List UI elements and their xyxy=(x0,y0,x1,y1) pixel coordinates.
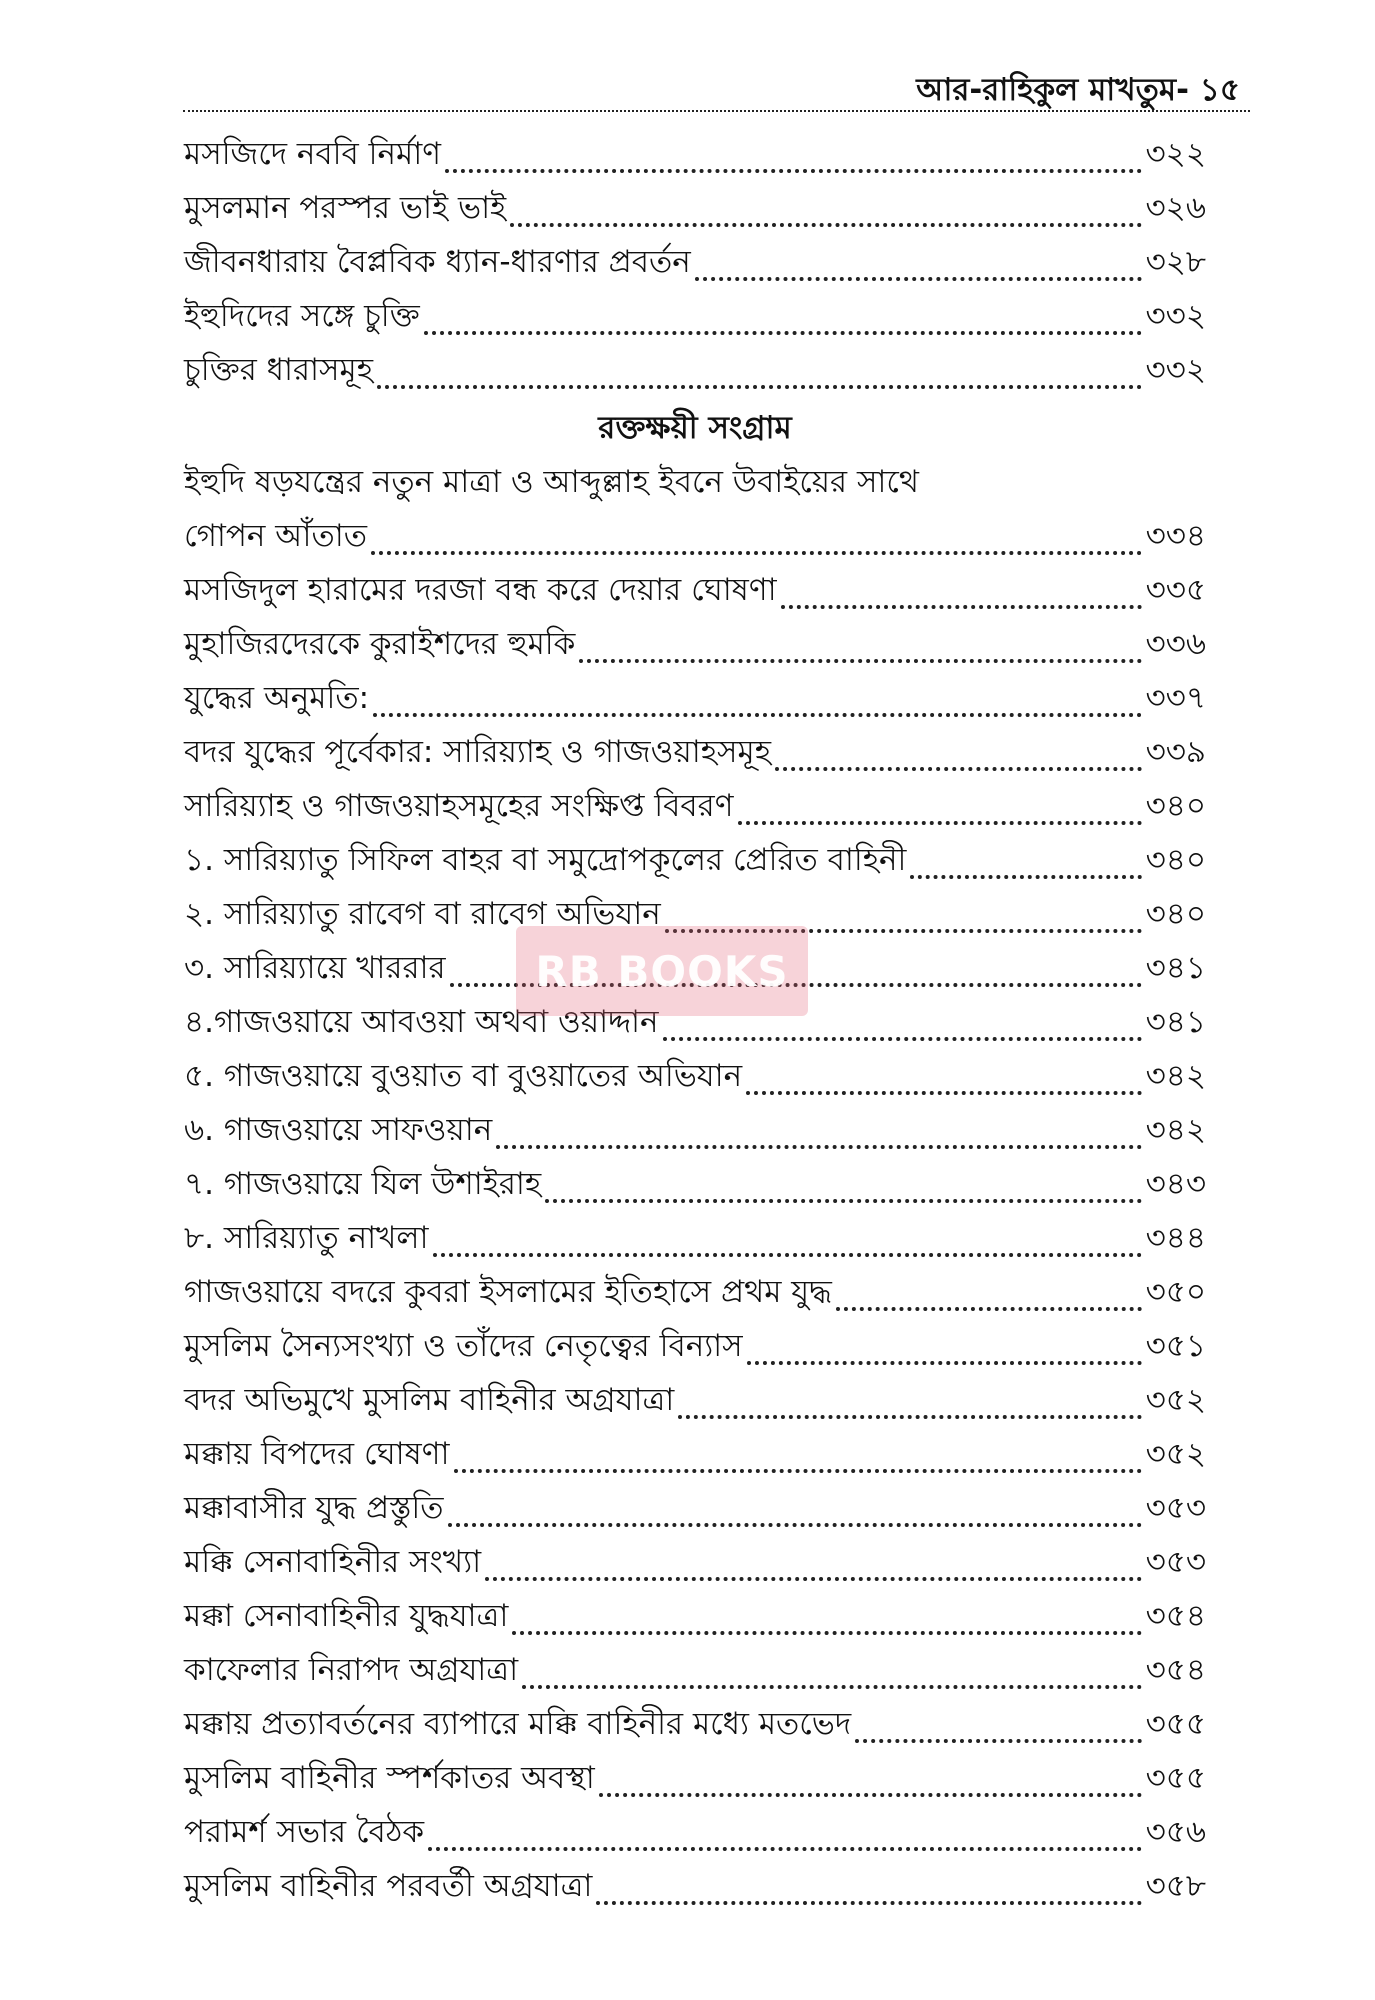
toc-entry-page: ৩৫৪ xyxy=(1145,1598,1206,1634)
toc-entry-page: ৩৫২ xyxy=(1145,1436,1206,1472)
toc-entry-title: সারিয়্যাহ ও গাজওয়াহসমূহের সংক্ষিপ্ত বিবরণ xyxy=(184,788,734,824)
toc-entry xyxy=(184,290,1206,344)
toc-entry-page: ৩৫৮ xyxy=(1145,1868,1206,1904)
dot-leader xyxy=(596,1901,1141,1905)
table-of-contents xyxy=(184,128,1206,1914)
toc-entry-title: মক্কা সেনাবাহিনীর যুদ্ধযাত্রা xyxy=(184,1598,509,1634)
toc-entry-page: ৩৪০ xyxy=(1145,788,1206,824)
toc-entry-page: ৩২৮ xyxy=(1145,244,1206,280)
toc-entry-page: ৩৩২ xyxy=(1145,298,1206,334)
toc-entry-title: যুদ্ধের অনুমতি: xyxy=(184,680,370,716)
toc-entry-title: ৩. সারিয়্যায়ে খাররার xyxy=(184,950,446,986)
toc-entry xyxy=(184,1266,1206,1320)
header-dotted-rule xyxy=(183,110,1250,112)
toc-entry-page: ৩৫২ xyxy=(1145,1382,1206,1418)
toc-entry-title: ৮. সারিয়্যাতু নাখলা xyxy=(184,1220,429,1256)
toc-entry xyxy=(184,344,1206,398)
toc-entry-page: ৩৫৩ xyxy=(1145,1490,1206,1526)
toc-entry-title: মুসলমান পরস্পর ভাই ভাই xyxy=(184,190,507,226)
toc-entry xyxy=(184,1698,1206,1752)
toc-entry-title: গাজওয়ায়ে বদরে কুবরা ইসলামের ইতিহাসে প্রথম যুদ্ধ xyxy=(184,1274,832,1310)
toc-entry-page: ৩৪৩ xyxy=(1145,1166,1206,1202)
dot-leader xyxy=(775,767,1142,771)
dot-leader xyxy=(678,1415,1141,1419)
toc-entry-title: জীবনধারায় বৈপ্লবিক ধ্যান-ধারণার প্রবর্তন xyxy=(184,244,691,280)
toc-entry-page: ৩৫৪ xyxy=(1145,1652,1206,1688)
dot-leader xyxy=(599,1793,1142,1797)
toc-entry-page: ৩৩৯ xyxy=(1145,734,1206,770)
toc-entry xyxy=(184,780,1206,834)
toc-group-1 xyxy=(184,128,1206,398)
toc-entry-title: মক্কাবাসীর যুদ্ধ প্রস্তুতি xyxy=(184,1490,444,1526)
dot-leader xyxy=(545,1199,1141,1203)
toc-entry-page: ৩৩৫ xyxy=(1145,572,1206,608)
toc-entry-line1 xyxy=(184,456,1206,510)
toc-entry xyxy=(184,510,1206,564)
dot-leader xyxy=(377,385,1142,389)
dot-leader xyxy=(424,331,1142,335)
toc-entry-title: মক্কায় প্রত্যাবর্তনের ব্যাপারে মক্কি বাহিনীর মধ্যে মতভেদ xyxy=(184,1706,852,1742)
toc-entry-title: মুসলিম বাহিনীর পরবর্তী অগ্রযাত্রা xyxy=(184,1868,593,1904)
toc-entry-page: ৩৪১ xyxy=(1145,1004,1206,1040)
toc-entry xyxy=(184,726,1206,780)
toc-entry-title: ৫. গাজওয়ায়ে বুওয়াত বা বুওয়াতের অভিযান xyxy=(184,1058,743,1094)
dot-leader xyxy=(371,551,1142,555)
toc-entry xyxy=(184,618,1206,672)
toc-entry-title: বদর যুদ্ধের পূর্বেকার: সারিয়্যাহ ও গাজওয়াহসমূহ xyxy=(184,734,771,770)
toc-group-2 xyxy=(184,564,1206,1914)
toc-entry xyxy=(184,1860,1206,1914)
dot-leader xyxy=(428,1847,1142,1851)
toc-entry xyxy=(184,1158,1206,1212)
toc-entry-page: ৩৩২ xyxy=(1145,352,1206,388)
dot-leader xyxy=(910,875,1141,879)
toc-entry xyxy=(184,672,1206,726)
toc-entry-page: ৩৩৭ xyxy=(1145,680,1206,716)
toc-entry-title: ইহুদিদের সঙ্গে চুক্তি xyxy=(184,298,420,334)
dot-leader xyxy=(485,1577,1141,1581)
toc-entry-page: ৩৪৪ xyxy=(1145,1220,1206,1256)
dot-leader xyxy=(781,605,1142,609)
toc-entry-page: ৩৫১ xyxy=(1145,1328,1206,1364)
toc-entry-title: ২. সারিয়্যাতু রাবেগ বা রাবেগ অভিযান xyxy=(184,896,661,932)
toc-entry-page: ৩২৬ xyxy=(1145,190,1206,226)
toc-entry-title: ৬. গাজওয়ায়ে সাফওয়ান xyxy=(184,1112,493,1148)
toc-entry-title: ৪.গাজওয়ায়ে আবওয়া অথবা ওয়াদ্দান xyxy=(184,1004,659,1040)
toc-entry-title: পরামর্শ সভার বৈঠক xyxy=(184,1814,425,1850)
toc-entry-page: ৩২২ xyxy=(1145,136,1206,172)
toc-entry-page: ৩৫৩ xyxy=(1145,1544,1206,1580)
toc-entry-title: মসজিদুল হারামের দরজা বন্ধ করে দেয়ার ঘোষণা xyxy=(184,572,777,608)
toc-entry xyxy=(184,1104,1206,1158)
toc-entry-title: মক্কি সেনাবাহিনীর সংখ্যা xyxy=(184,1544,482,1580)
toc-entry-page: ৩৫৫ xyxy=(1145,1760,1206,1796)
toc-entry xyxy=(184,1590,1206,1644)
toc-entry-page: ৩৫৫ xyxy=(1145,1706,1206,1742)
toc-entry xyxy=(184,1374,1206,1428)
dot-leader xyxy=(746,1091,1141,1095)
toc-entry-page: ৩৫৬ xyxy=(1145,1814,1206,1850)
dot-leader xyxy=(522,1685,1142,1689)
toc-entry xyxy=(184,1536,1206,1590)
dot-leader xyxy=(855,1739,1141,1743)
toc-entry-page: ৩৪০ xyxy=(1145,842,1206,878)
toc-entry-title: চুক্তির ধারাসমূহ xyxy=(184,352,374,388)
toc-entry-page: ৩৩৪ xyxy=(1145,518,1206,554)
toc-entry-title: কাফেলার নিরাপদ অগ্রযাত্রা xyxy=(184,1652,519,1688)
toc-entry-title: মুহাজিরদেরকে কুরাইশদের হুমকি xyxy=(184,626,576,662)
toc-entry-title: ১. সারিয়্যাতু সিফিল বাহর বা সমুদ্রোপকূলের প্রেরিত বাহিনী xyxy=(184,842,907,878)
dot-leader xyxy=(512,1631,1141,1635)
toc-entry xyxy=(184,834,1206,888)
toc-entry xyxy=(184,1806,1206,1860)
toc-entry xyxy=(184,1050,1206,1104)
toc-entry-title: মক্কায় বিপদের ঘোষণা xyxy=(184,1436,450,1472)
toc-entry-page: ৩৩৬ xyxy=(1145,626,1206,662)
toc-entry-title: মুসলিম সৈন্যসংখ্যা ও তাঁদের নেতৃত্বের বিন্যাস xyxy=(184,1328,743,1364)
dot-leader xyxy=(496,1145,1141,1149)
toc-entry xyxy=(184,128,1206,182)
toc-entry-title: ৭. গাজওয়ায়ে যিল উশাইরাহ xyxy=(184,1166,542,1202)
toc-entry-page: ৩৪২ xyxy=(1145,1058,1206,1094)
toc-entry xyxy=(184,1644,1206,1698)
dot-leader xyxy=(836,1307,1142,1311)
toc-entry xyxy=(184,182,1206,236)
toc-entry-title-line1: ইহুদি ষড়যন্ত্রের নতুন মাত্রা ও আব্দুল্লাহ ইবনে উবাইয়ের সাথে xyxy=(184,464,919,500)
dot-leader xyxy=(510,223,1141,227)
toc-entry-page: ৩৪১ xyxy=(1145,950,1206,986)
dot-leader xyxy=(663,1037,1142,1041)
dot-leader xyxy=(695,277,1142,281)
section-heading: রক্তক্ষয়ী সংগ্রাম xyxy=(598,410,792,446)
toc-entry xyxy=(184,1752,1206,1806)
dot-leader xyxy=(738,821,1142,825)
toc-entry-page: ৩৫০ xyxy=(1145,1274,1206,1310)
running-head: আর-রাহিকুল মাখতুম- ১৫ xyxy=(916,72,1240,108)
dot-leader xyxy=(433,1253,1142,1257)
toc-entry-title: বদর অভিমুখে মুসলিম বাহিনীর অগ্রযাত্রা xyxy=(184,1382,675,1418)
toc-entry xyxy=(184,1482,1206,1536)
watermark-logo: RB BOOKS xyxy=(516,926,808,1016)
toc-entry-page: ৩৪০ xyxy=(1145,896,1206,932)
dot-leader xyxy=(373,713,1141,717)
toc-entry-title: গোপন আঁতাত xyxy=(184,518,367,554)
dot-leader xyxy=(579,659,1141,663)
toc-entry xyxy=(184,1212,1206,1266)
toc-entry-title: মুসলিম বাহিনীর স্পর্শকাতর অবস্থা xyxy=(184,1760,595,1796)
toc-entry xyxy=(184,564,1206,618)
dot-leader xyxy=(445,169,1142,173)
toc-entry-title: মসজিদে নববি নির্মাণ xyxy=(184,136,441,172)
toc-entry-page: ৩৪২ xyxy=(1145,1112,1206,1148)
toc-entry xyxy=(184,236,1206,290)
toc-entry xyxy=(184,1320,1206,1374)
dot-leader xyxy=(454,1469,1142,1473)
toc-entry xyxy=(184,1428,1206,1482)
dot-leader xyxy=(448,1523,1142,1527)
dot-leader xyxy=(747,1361,1142,1365)
